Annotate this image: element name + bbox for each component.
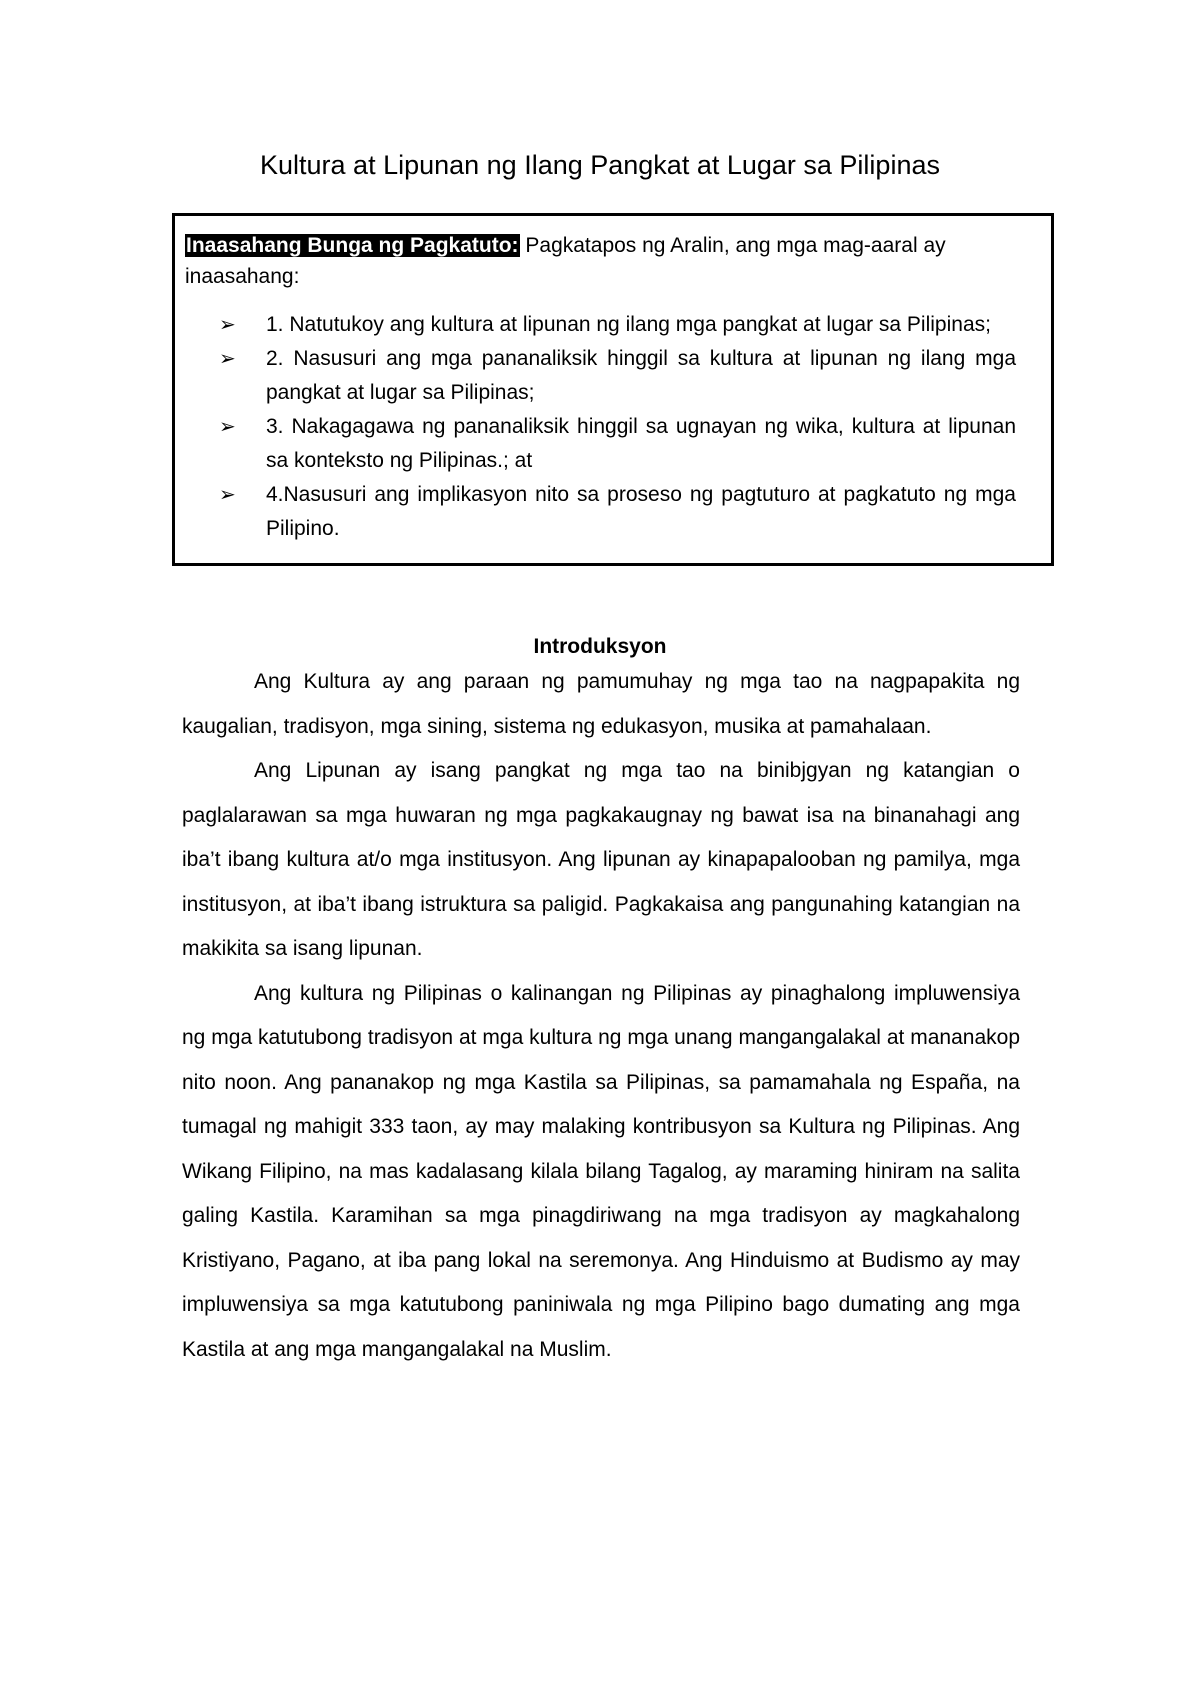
objective-item (185, 342, 1016, 410)
page-title: Kultura at Lipunan ng Ilang Pangkat at Lugar sa Pilipinas (260, 150, 940, 180)
objectives-list (185, 308, 1016, 546)
arrow-bullet-icon: ➢ (219, 348, 236, 370)
arrow-bullet-icon: ➢ (219, 314, 236, 336)
objective-item (185, 478, 1016, 546)
introduction-heading: Introduksyon (533, 635, 667, 658)
arrow-bullet-icon: ➢ (219, 416, 236, 438)
objective-item (185, 308, 1016, 342)
objective-text: 4.Nasusuri ang implikasyon nito sa proseso ng pagtuturo at pagkatuto ng mga Pilipino. (266, 483, 1016, 540)
introduction-body (182, 660, 1020, 1372)
learning-objectives-box (172, 213, 1054, 566)
arrow-bullet-icon: ➢ (219, 484, 236, 506)
paragraph-lipunan: Ang Lipunan ay isang pangkat ng mga tao na binibjgyan ng katangian o paglalarawan sa mga huwaran ng mga pagkakaugnay ng bawat isa na binanahagi ang iba’t ibang kultura at/o mga institusyon. Ang lipunan ay kinapapalooban ng pamilya, mga institusyon, at iba’t ibang istruktura sa paligid. Pagkakaisa ang pangunahing katangian na makikita sa isang lipunan. (182, 759, 1020, 960)
paragraph-kultura-ng-pilipinas: Ang kultura ng Pilipinas o kalinangan ng Pilipinas ay pinaghalong impluwensiya ng mga katutubong tradisyon at mga kultura ng mga unang mangangalakal at mananakop nito noon. Ang pananakop ng mga Kastila sa Pilipinas, sa pamamahala ng España, na tumagal ng mahigit 333 taon, ay may malaking kontribusyon sa Kultura ng Pilipinas. Ang Wikang Filipino, na mas kadalasang kilala bilang Tagalog, ay maraming hiniram na salita galing Kastila. Karamihan sa mga pinagdiriwang na mga tradisyon ay magkahalong Kristiyano, Pagano, at iba pang lokal na seremonya. Ang Hinduismo at Budismo ay may impluwensiya sa mga katutubong paniniwala ng mga Pilipino bago dumating ang mga Kastila at ang mga mangangalakal na Muslim. (182, 981, 1020, 1361)
objective-text: 1. Natutukoy ang kultura at lipunan ng ilang mga pangkat at lugar sa Pilipinas; (266, 313, 991, 336)
objectives-label: Inaasahang Bunga ng Pagkatuto: (186, 234, 519, 257)
objective-item (185, 410, 1016, 478)
objective-text: 3. Nakagagawa ng pananaliksik hinggil sa ugnayan ng wika, kultura at lipunan sa konteksto ng Pilipinas.; at (266, 415, 1016, 472)
objective-text: 2. Nasusuri ang mga pananaliksik hinggil sa kultura at lipunan ng ilang mga pangkat at lugar sa Pilipinas; (266, 347, 1016, 404)
objectives-intro-text: Pagkatapos ng Aralin, ang mga mag-aaral ay inaasahang: (185, 234, 946, 288)
objectives-intro (185, 230, 1016, 292)
paragraph-kultura: Ang Kultura ay ang paraan ng pamumuhay ng mga tao na nagpapakita ng kaugalian, tradisyon, mga sining, sistema ng edukasyon, musika at pamahalaan. (182, 670, 1020, 738)
